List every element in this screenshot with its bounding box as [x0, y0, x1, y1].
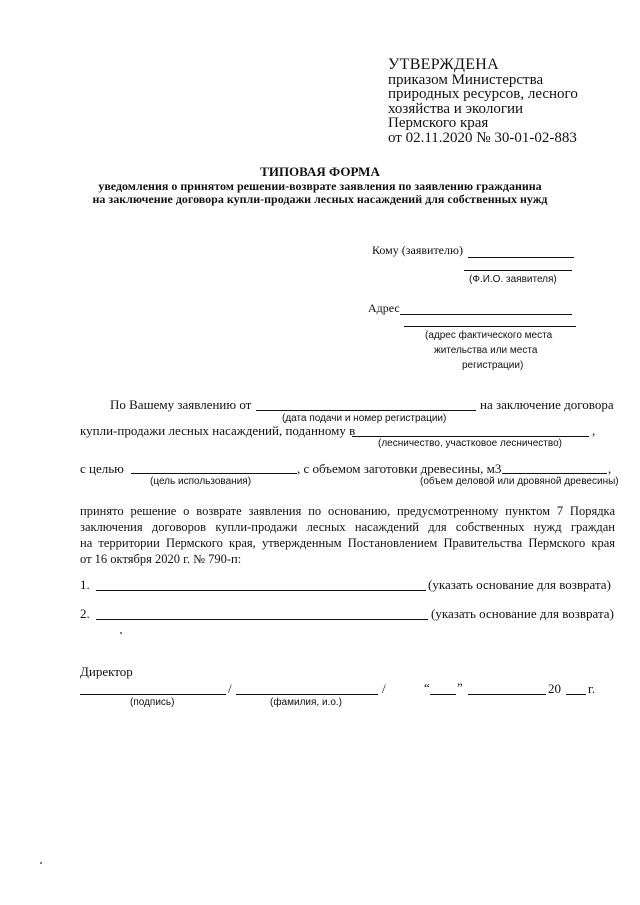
purpose-caption: (цель использования) [150, 476, 252, 487]
reason-1-hint: (указать основание для возврата) [428, 577, 611, 592]
date-quote-open: “ [424, 680, 430, 695]
form-subtitle-line-2: на заключение договора купли-продажи лесных насаждений для собственных нужд [92, 192, 548, 206]
decision-line-2: заключения договоров купли-продажи лесных насаждений для собственных нужд граждан [80, 520, 615, 534]
volume-field[interactable] [502, 473, 607, 474]
form-title: ТИПОВАЯ ФОРМА [260, 164, 380, 179]
date-quote-close: ” [457, 680, 463, 695]
signature-caption: (подпись) [130, 697, 175, 708]
application-date-caption: (дата подачи и номер регистрации) [282, 413, 447, 424]
approval-line-3: хозяйства и экологии [388, 100, 524, 117]
applicant-name-field-2[interactable] [464, 270, 572, 271]
name-field[interactable] [236, 694, 378, 695]
approval-line-1: приказом Министерства [388, 71, 544, 88]
date-day-field[interactable] [430, 694, 456, 695]
reason-1-number: 1. [80, 577, 90, 592]
volume-comma: , [608, 461, 612, 476]
approval-line-2: природных ресурсов, лесного [388, 86, 578, 102]
address-caption-2: жительства или места [434, 345, 538, 356]
address-label: Адрес [368, 301, 400, 315]
date-year-prefix: 20 [548, 681, 561, 696]
address-caption-1: (адрес фактического места [425, 330, 553, 341]
to-applicant-label: Кому (заявителю) [372, 243, 463, 257]
forestry-field[interactable] [352, 436, 589, 437]
reason-1-field[interactable] [96, 590, 426, 591]
director-label: Директор [80, 664, 133, 679]
volume-caption: (объем деловой или дровяной древесины) [420, 476, 619, 487]
forestry-caption: (лесничество, участковое лесничество) [378, 438, 562, 449]
volume-label: , с объемом заготовки древесины, м3 [297, 461, 502, 476]
approval-line-5: от 02.11.2020 № 30-01-02-883 [388, 129, 577, 146]
reason-2-field[interactable] [96, 619, 428, 620]
decision-paragraph [80, 503, 615, 567]
forestry-comma: , [592, 423, 596, 438]
purpose-field[interactable] [131, 473, 297, 474]
scan-speck-2 [40, 862, 42, 864]
address-caption-3: регистрации) [462, 360, 524, 371]
purpose-label: с целью [80, 461, 124, 476]
signature-slash-2: / [382, 681, 386, 696]
approval-heading: УТВЕРЖДЕНА [388, 56, 500, 73]
date-month-field[interactable] [468, 694, 546, 695]
reason-2-number: 2. [80, 606, 90, 621]
reason-2-hint: (указать основание для возврата) [431, 606, 614, 621]
approval-block [388, 58, 578, 145]
signature-slash-1: / [228, 681, 232, 696]
fio-caption: (Ф.И.О. заявителя) [469, 274, 557, 285]
contract-label: на заключение договора [480, 397, 614, 412]
decision-line-1: принято решение о возврате заявления по основанию, предусмотренному пунктом 7 Порядка [80, 504, 615, 518]
application-date-field[interactable] [256, 410, 476, 411]
signature-field[interactable] [80, 694, 226, 695]
form-subtitle-line-1: уведомления о принятом решении-возврате заявления по заявлению гражданина [98, 179, 542, 193]
name-caption: (фамилия, и.о.) [270, 697, 343, 708]
approval-line-4: Пермского края [388, 115, 489, 131]
submitted-to-label: купли-продажи лесных насаждений, поданному в [80, 423, 356, 438]
address-field[interactable] [400, 314, 572, 315]
decision-line-4: от 16 октября 2020 г. № 790-п: [80, 552, 242, 566]
applicant-name-field[interactable] [468, 257, 574, 258]
date-year-field[interactable] [566, 694, 586, 695]
date-year-suffix: г. [588, 681, 596, 696]
address-field-2[interactable] [404, 326, 576, 327]
scan-speck [120, 632, 122, 634]
decision-line-3: на территории Пермского края, утвержденным Постановлением Правительства Пермского края [80, 536, 615, 550]
application-date-label: По Вашему заявлению от [110, 397, 252, 412]
